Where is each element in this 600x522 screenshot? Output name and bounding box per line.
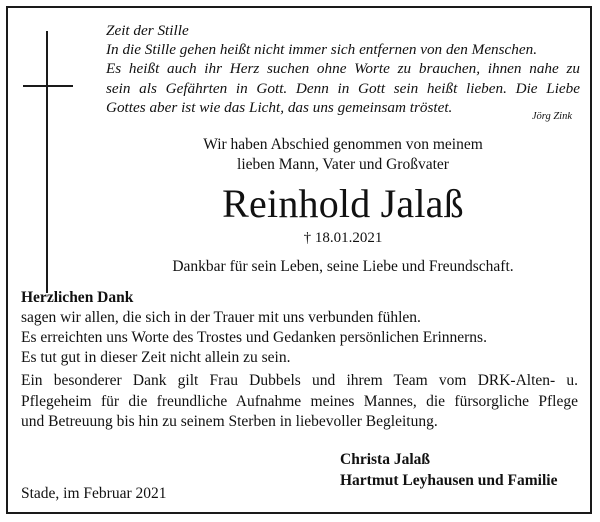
thanks-section <box>21 288 581 368</box>
thanks-line: Es tut gut in dieser Zeit nicht allein zu sein. <box>21 349 291 366</box>
poem-line: Gottes aber ist wie das Licht, das uns gemeinsam tröstet. <box>106 98 453 116</box>
special-thanks-line: Ein besonderer Dank gilt Frau Dubbels und ihrem Team vom DRK-Alten- u. <box>21 372 578 389</box>
special-thanks-line: und Betreuung bis hin zu seinem Sterben in liebevoller Begleitung. <box>21 413 438 430</box>
signer-name: Christa Jalaß <box>340 451 430 468</box>
special-thanks-line: Pflegeheim für die freundliche Aufnahme meines Mannes, die fürsorgliche Pflege <box>21 392 578 410</box>
poem-line: Es heißt auch ihr Herz suchen ohne Worte zu brauchen, ihnen nahe zu <box>106 60 580 78</box>
death-date: † 18.01.2021 <box>303 230 383 246</box>
signers <box>340 449 557 491</box>
cross-icon-bar <box>23 85 73 87</box>
poem-line: sein als Gefährten in Gott. Denn in Gott sein heißt lieben. Die Liebe <box>106 79 580 97</box>
intro-text <box>106 135 580 174</box>
intro-line: Wir haben Abschied genommen von meinem <box>203 136 483 153</box>
special-thanks <box>21 371 578 433</box>
thanks-line: Es erreichten uns Worte des Trostes und Gedanken persönlichen Erinnerns. <box>21 329 487 346</box>
thanks-heading: Herzlichen Dank <box>21 289 134 306</box>
grateful-line: Dankbar für sein Leben, seine Liebe und Freundschaft. <box>172 258 514 275</box>
cross-icon <box>46 31 48 293</box>
thanks-line: sagen wir allen, die sich in der Trauer mit uns verbunden fühlen. <box>21 309 421 326</box>
intro-line: lieben Mann, Vater und Großvater <box>237 155 449 173</box>
signer-name: Hartmut Leyhausen und Familie <box>340 472 558 489</box>
place-date: Stade, im Februar 2021 <box>21 485 167 502</box>
poem-title: Zeit der Stille <box>106 22 189 39</box>
poem-line: In die Stille gehen heißt nicht immer sich entfernen von den Menschen. <box>106 41 538 59</box>
poem-author: Jörg Zink <box>531 111 572 122</box>
deceased-name: Reinhold Jalaß <box>222 181 464 226</box>
poem <box>106 21 580 117</box>
